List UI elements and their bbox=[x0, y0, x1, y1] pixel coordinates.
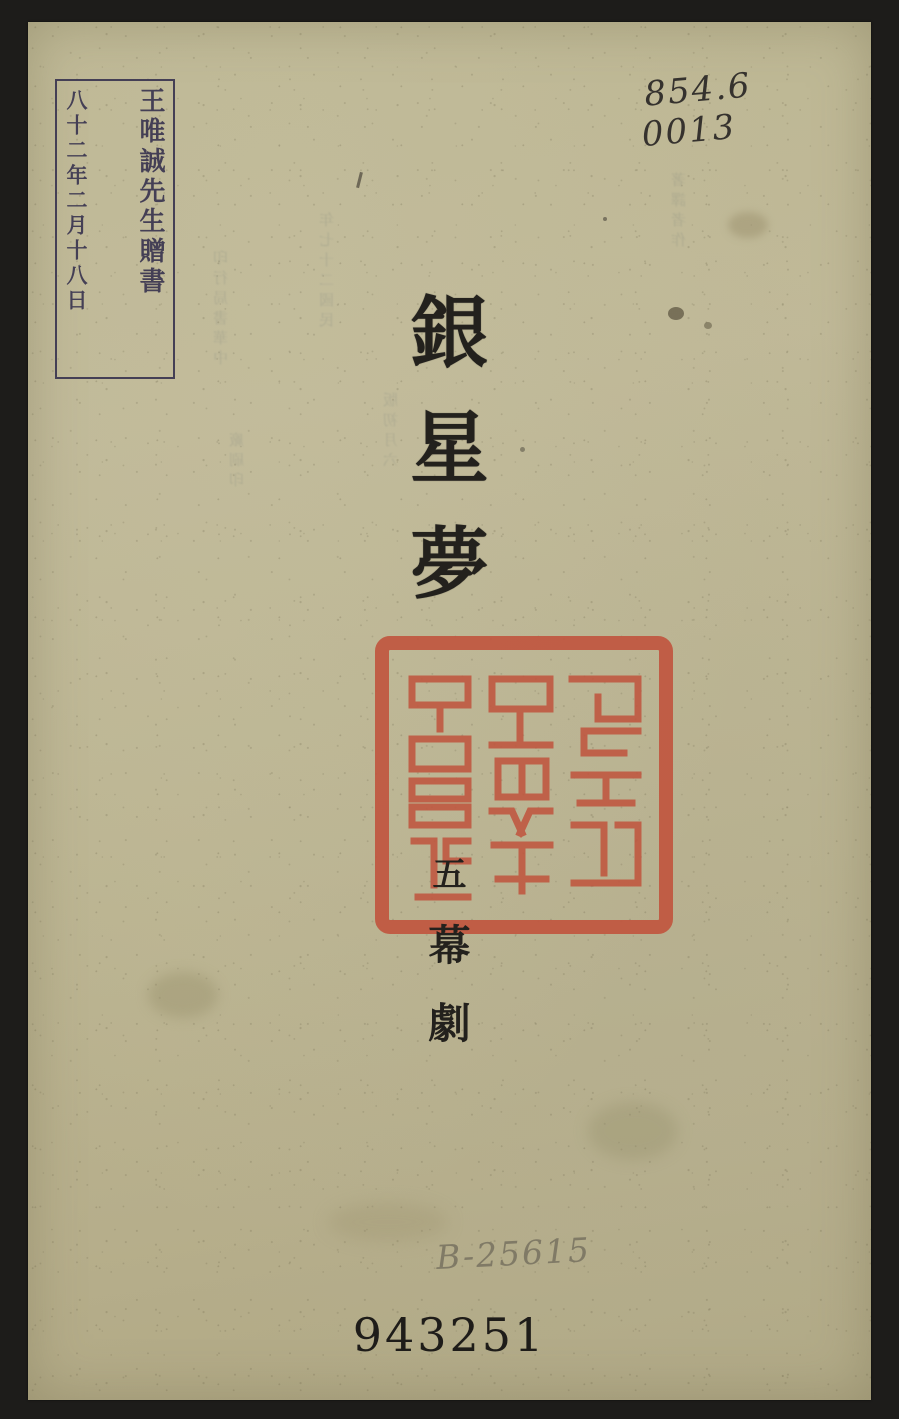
title-character: 銀 bbox=[410, 289, 489, 379]
showthrough-column: 著譯者作 bbox=[670, 172, 688, 252]
ink-fleck bbox=[603, 217, 607, 221]
title-character: 星 bbox=[410, 404, 489, 495]
donor-stamp-date: 八十二年二月十八日 bbox=[64, 89, 88, 314]
call-number-line-1: 854.6 bbox=[642, 65, 753, 115]
showthrough-column: 廠刷印 bbox=[228, 432, 246, 492]
call-number-line-2: 0013 bbox=[639, 107, 738, 156]
showthrough-column: 版初月六 bbox=[382, 392, 400, 472]
paper-stain bbox=[588, 1102, 678, 1160]
donor-stamp-name: 王唯誠先生贈書 bbox=[135, 87, 165, 297]
showthrough-column: 年七十二國民 bbox=[318, 212, 336, 332]
book-title bbox=[28, 277, 871, 623]
pencil-accession-mark: B-25615 bbox=[435, 1229, 592, 1278]
subtitle-character: 劇 bbox=[428, 998, 471, 1048]
book-cover-page bbox=[28, 22, 871, 1400]
paper-stain bbox=[728, 212, 768, 238]
book-subtitle bbox=[28, 844, 871, 1062]
paper-stain bbox=[328, 1202, 448, 1242]
subtitle-character: 幕 bbox=[428, 920, 471, 970]
subtitle-character: 五 bbox=[432, 855, 467, 895]
showthrough-column: 印行局書華中 bbox=[212, 250, 230, 370]
accession-number: 943251 bbox=[352, 1308, 547, 1362]
title-character: 夢 bbox=[410, 519, 489, 610]
ink-fleck bbox=[356, 172, 363, 188]
handwritten-call-number bbox=[639, 65, 756, 156]
